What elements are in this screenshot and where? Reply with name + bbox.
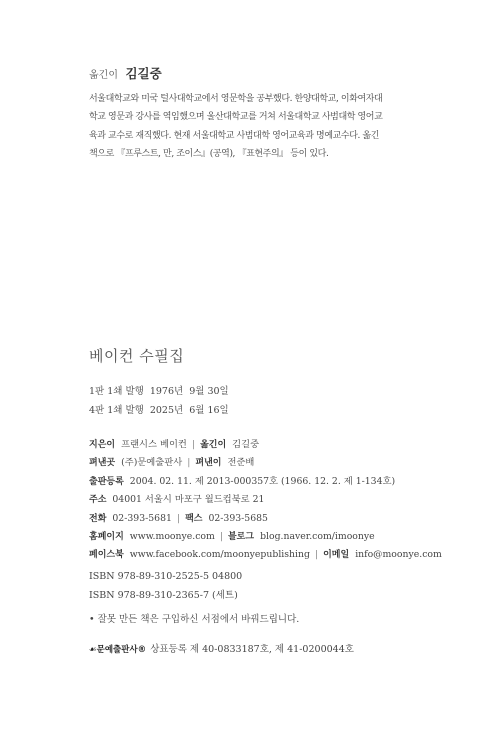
isbn-line: ISBN 978-89-310-2365-7 (세트) [89,590,238,601]
credit-row-social [89,546,442,564]
credit-row-phone [89,510,442,528]
homepage-link[interactable]: www.moonye.com [129,531,215,543]
translator-value: 김길중 [232,439,260,450]
edition-label: 1판 1쇄 발행 [89,386,144,397]
separator: | [219,531,223,543]
exchange-note: • 잘못 만든 책은 구입하신 서점에서 바꿔드립니다. [89,614,300,625]
translator-name: 김길중 [125,66,162,81]
publisher-label: 펴낸이 [195,458,222,469]
edition-row [89,383,235,402]
bio-line: 학교 영문과 강사를 역임했으며 울산대학교를 거쳐 서울대학교 사범대학 영어교 [89,112,383,123]
edition-year: 2025년 [149,404,184,416]
translator-role-label: 옮긴이 [89,70,118,81]
trademark-text: 상표등록 제 40-0833187호, 제 41-0200044호 [150,644,354,655]
trademark-line [89,641,354,655]
address-label: 주소 [89,495,107,506]
registration-value: 2004. 02. 11. 제 2013-000357호 (1966. 12. 2. 제 1-134호) [129,475,396,487]
credit-row-address [89,491,442,509]
separator: | [191,439,196,450]
book-title: 베이컨 수필집 [89,347,185,365]
fax-value: 02-393-5685 [208,512,268,524]
email-link[interactable]: info@moonye.com [355,549,442,561]
separator: | [314,549,319,561]
isbn-line: ISBN 978-89-310-2525-5 04800 [89,571,243,582]
credit-row-publisher [89,454,442,472]
homepage-label: 홈페이지 [89,532,124,543]
bio-line: 서울대학교와 미국 털사대학교에서 영문학을 공부했다. 한양대학교, 이화여자대 [89,94,383,104]
address-value: 04001 서울시 마포구 월드컵북로 21 [112,494,265,506]
edition-year: 1976년 [149,386,184,397]
publication-credits [89,436,442,565]
fax-label: 팩스 [185,513,203,524]
edition-date: 9월 30일 [189,386,229,397]
author-label: 지은이 [89,440,116,450]
facebook-link[interactable]: www.facebook.com/moonyepublishing [129,549,310,561]
edition-date: 6월 16일 [189,404,229,416]
credit-row-registration [89,473,442,491]
registration-label: 출판등록 [89,476,124,487]
blog-link[interactable]: blog.naver.com/imoonye [260,531,375,543]
edition-history [89,383,235,420]
author-value: 프랜시스 베이컨 [121,439,187,450]
email-label: 이메일 [323,550,350,561]
edition-label: 4판 1쇄 발행 [89,404,144,416]
blog-label: 블로그 [227,532,255,543]
translator-bio-section [89,64,419,163]
translator-bio [89,90,419,163]
edition-row [89,402,235,421]
facebook-label: 페이스북 [89,550,124,561]
publisher-house-label: 펴낸곳 [89,458,116,469]
credit-row-author [89,436,442,454]
isbn-block [89,567,242,605]
separator: | [176,512,181,524]
bio-line: 육과 교수로 재직했다. 현재 서울대학교 사범대학 영어교육과 명예교수다. 옮긴 [89,130,380,141]
phone-label: 전화 [89,513,107,524]
credit-row-web [89,528,442,546]
bio-line: 책으로 『프루스트, 만, 조이스』(공역), 『표현주의』 등이 있다. [89,148,329,159]
publisher-house-value: (주)문예출판사 [121,457,183,469]
translator-heading [89,64,419,82]
separator: | [187,457,191,469]
translator-label: 옮긴이 [200,440,227,450]
publisher-logo: ☙문예출판사® [89,645,147,655]
phone-value: 02-393-5681 [112,512,172,524]
publisher-value: 전준배 [227,457,255,469]
